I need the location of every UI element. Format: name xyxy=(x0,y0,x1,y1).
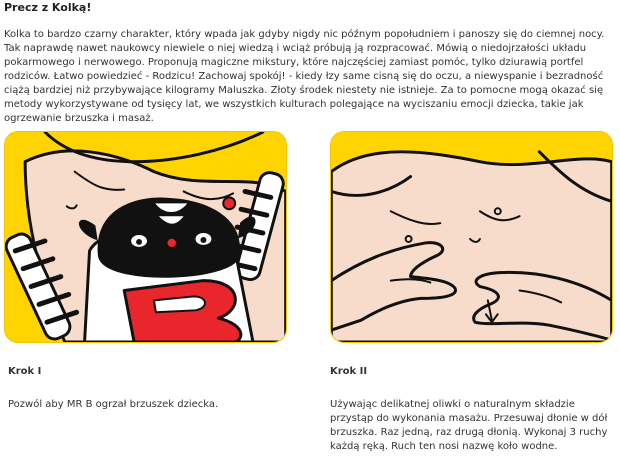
toy-nose xyxy=(167,238,177,248)
step-1-title: Krok I xyxy=(8,366,42,377)
step-1-illustration xyxy=(4,131,287,343)
step-2-title: Krok II xyxy=(330,366,368,377)
step-2-illustration xyxy=(330,131,613,343)
intro-paragraph: Kolka to bardzo czarny charakter, który wpada jak gdyby nigdy nic późnym popołudniem i panoszy się do ciemnej nocy. Tak naprawdę nawet naukowcy niewiele o niej wiedzą i wciąż próbują ją rozpracować. Mówią o niedojrzałości układu pokarmowego i nerwowego. Proponują magiczne mikstury, które najczęściej zamiast pomóc, tylko dziurawią portfel rodziców. Łatwo powiedzieć - Rodzicu! Zachowaj spokój! - kiedy łzy same cisną się do oczu, a niewyspanie i bezradność ciążą bardziej niż przybywające kilogramy Maluszka. Złoty środek niestety nie istnieje. Za to pomocne mogą okazać się metody wykorzystywane od tysięcy lat, we wszystkich kulturach polegające na wyciszaniu emocji dziecka, takie jak ogrzewanie brzuszka i masaż. xyxy=(4,29,605,124)
step-1-text: Pozwól aby MR B ogrzał brzuszek dziecka. xyxy=(8,399,219,410)
article-title: Precz z Kolką! xyxy=(4,1,92,14)
step-2-text: Używając delikatnej oliwki o naturalnym składzie przystąp do wykonania masażu. Przesuwaj dłonie w dół brzuszka. Raz jedną, raz drugą dłonią. Wykonaj 3 ruchy każdą ręką. Ruch ten nosi nazwę koło wodne. xyxy=(330,399,608,452)
